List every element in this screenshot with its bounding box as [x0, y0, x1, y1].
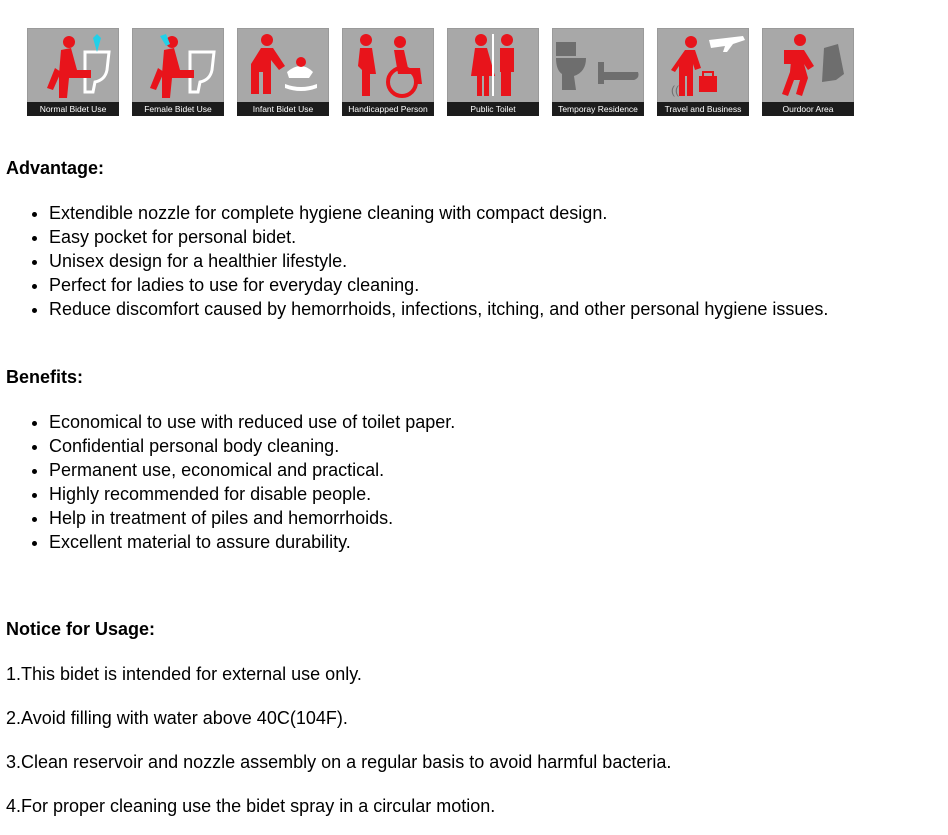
notice-item: 4.For proper cleaning use the bidet spray in a circular motion. — [6, 796, 496, 816]
list-item: • Unisex design for a healthier lifestyle. — [49, 249, 828, 273]
benefits-heading: Benefits: — [6, 367, 84, 387]
list-item: • Reduce discomfort caused by hemorrhoids, infections, itching, and other personal hygiene issues. — [49, 297, 828, 321]
list-item: • Confidential personal body cleaning. — [49, 434, 455, 458]
list-item: • Excellent material to assure durability. — [49, 530, 455, 554]
outdoor-hiker-icon — [762, 28, 854, 102]
usage-caption: Public Toilet — [447, 102, 539, 116]
notice-item: 2.Avoid filling with water above 40C(104F). — [6, 708, 348, 728]
public-toilet-icon — [447, 28, 539, 102]
usage-tile — [27, 28, 119, 116]
usage-tile — [657, 28, 749, 116]
advantage-heading: Advantage: — [6, 158, 105, 178]
infant-care-icon — [237, 28, 329, 102]
list-item: • Perfect for ladies to use for everyday cleaning. — [49, 273, 828, 297]
toilet-fixtures-icon — [552, 28, 644, 102]
usage-tile — [552, 28, 644, 116]
list-item: • Easy pocket for personal bidet. — [49, 225, 828, 249]
advantage-list — [6, 201, 828, 321]
usage-caption: Ourdoor Area — [762, 102, 854, 116]
list-item: • Help in treatment of piles and hemorrhoids. — [49, 506, 455, 530]
list-item: • Economical to use with reduced use of toilet paper. — [49, 410, 455, 434]
notice-heading: Notice for Usage: — [6, 619, 156, 639]
notice-item: 1.This bidet is intended for external use only. — [6, 664, 362, 684]
usage-caption: Travel and Business — [657, 102, 749, 116]
usage-caption: Temporay Residence — [552, 102, 644, 116]
usage-caption: Female Bidet Use — [132, 102, 224, 116]
usage-caption: Handicapped Person — [342, 102, 434, 116]
normal-bidet-person-icon — [27, 28, 119, 102]
list-item: • Highly recommended for disable people. — [49, 482, 455, 506]
female-bidet-person-icon — [132, 28, 224, 102]
usage-tile — [447, 28, 539, 116]
usage-tile — [762, 28, 854, 116]
usage-icon-row — [27, 28, 854, 116]
benefits-list — [6, 410, 455, 554]
list-item: • Extendible nozzle for complete hygiene cleaning with compact design. — [49, 201, 828, 225]
airplane-traveler-icon — [657, 28, 749, 102]
usage-tile — [237, 28, 329, 116]
usage-caption: Normal Bidet Use — [27, 102, 119, 116]
notice-item: 3.Clean reservoir and nozzle assembly on a regular basis to avoid harmful bacteria. — [6, 752, 672, 772]
list-item: • Permanent use, economical and practical. — [49, 458, 455, 482]
usage-caption: Infant Bidet Use — [237, 102, 329, 116]
usage-tile — [132, 28, 224, 116]
svg-text:((: (( — [671, 83, 679, 97]
wheelchair-icon — [342, 28, 434, 102]
usage-tile — [342, 28, 434, 116]
